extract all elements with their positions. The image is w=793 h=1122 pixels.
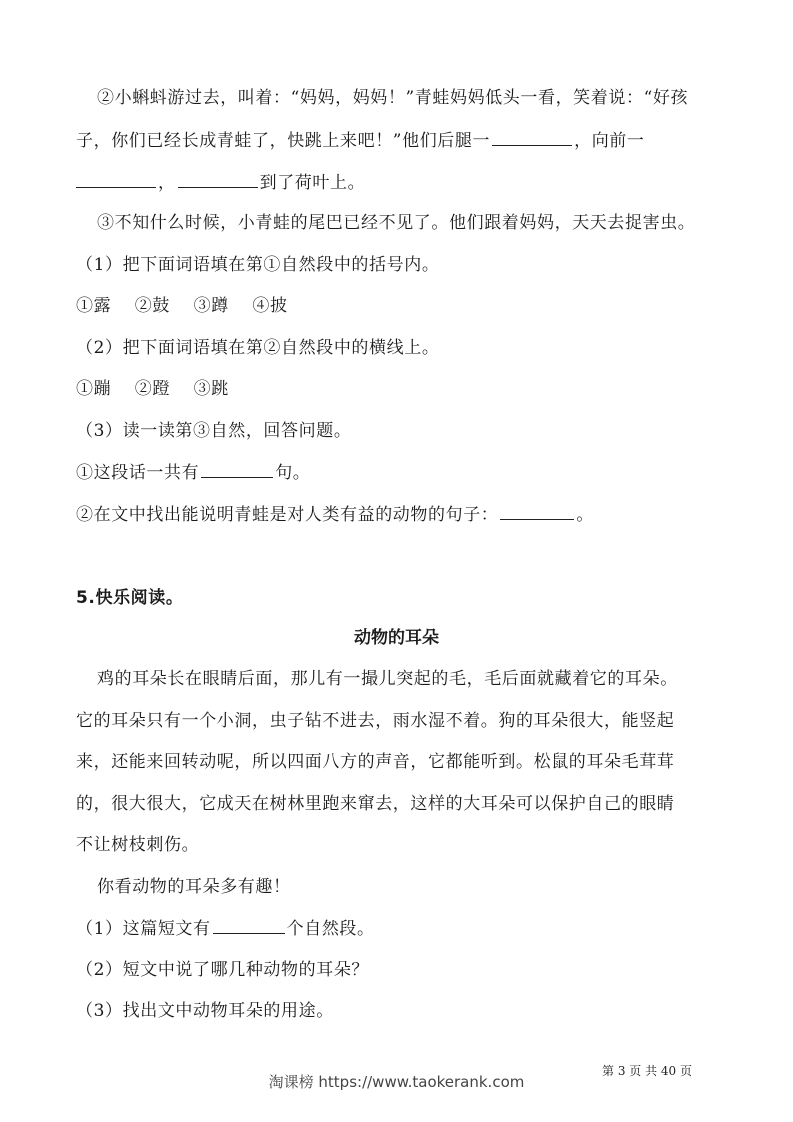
text: （1）这篇短文有 [76,919,211,939]
page-number: 第 3 页 共 40 页 [602,1064,692,1078]
paragraph-3 [97,212,747,234]
section5-question-3: （3）找出文中动物耳朵的用途。 [76,1001,334,1021]
fill-blank[interactable] [201,461,273,478]
paragraph-2-line-2 [76,129,726,152]
text: （3）读一读第③自然，回答问题。 [76,421,352,441]
question-2-options [76,378,726,400]
passage-line-2: 它的耳朵只有一个小洞，虫子钻不进去，雨水湿不着。狗的耳朵很大，能竖起 [76,711,675,731]
text: （1）把下面词语填在第①自然段中的括号内。 [76,255,440,275]
fill-blank[interactable] [500,503,574,520]
text: ①这段话一共有 [76,463,200,483]
question-1-options [76,295,726,317]
text: 子，你们已经长成青蛙了，快跳上来吧！”他们后腿一 [76,131,491,151]
passage-line-5: 不让树枝刺伤。 [76,835,200,855]
passage-line-3: 来，还能来回转动呢，所以四面八方的声音，它都能听到。松鼠的耳朵毛茸茸 [76,752,675,772]
question-3-sub-2 [76,503,726,526]
passage-closing: 你看动物的耳朵多有趣！ [97,877,291,897]
section-heading: 5.快乐阅读。 [76,588,184,608]
text: 到了荷叶上。 [259,173,366,193]
fill-blank[interactable] [178,171,258,188]
paragraph-2-line-1 [97,87,747,109]
text: （2）把下面词语填在第②自然段中的横线上。 [76,338,440,358]
watermark: 淘课榜 https://www.taokerank.com [268,1073,525,1091]
passage-line-4: 的，很大很大，它成天在树林里跑来窜去，这样的大耳朵可以保护自己的眼睛 [76,794,675,814]
text: ，向前一 [574,131,645,151]
question-3-sub-1 [76,461,726,484]
text: ③不知什么时候，小青蛙的尾巴已经不见了。他们跟着妈妈，天天去捉害虫。 [97,213,696,233]
text: ②在文中找出能说明青蛙是对人类有益的动物的句子： [76,505,499,525]
section5-question-1 [76,917,726,940]
fill-blank[interactable] [213,917,285,934]
question-3 [76,420,726,442]
section5-question-2: （2）短文中说了哪几种动物的耳朵？ [76,960,370,980]
text: 个自然段。 [286,919,375,939]
question-2 [76,337,726,359]
text: ①露 ②鼓 ③蹲 ④披 [76,296,288,316]
text: ， [158,173,176,193]
text: 句。 [275,463,311,483]
text: 。 [576,505,595,525]
paragraph-2-line-3 [76,171,726,194]
fill-blank[interactable] [492,129,572,146]
text: ①蹦 ②蹬 ③跳 [76,379,229,399]
fill-blank[interactable] [76,171,156,188]
passage-title: 动物的耳朵 [354,628,439,648]
passage-line-1: 鸡的耳朵长在眼睛后面，那儿有一撮儿突起的毛，毛后面就藏着它的耳朵。 [97,669,678,689]
text: ②小蝌蚪游过去，叫着：“妈妈，妈妈！”青蛙妈妈低头一看，笑着说：“好孩 [97,88,689,108]
question-1 [76,254,726,276]
